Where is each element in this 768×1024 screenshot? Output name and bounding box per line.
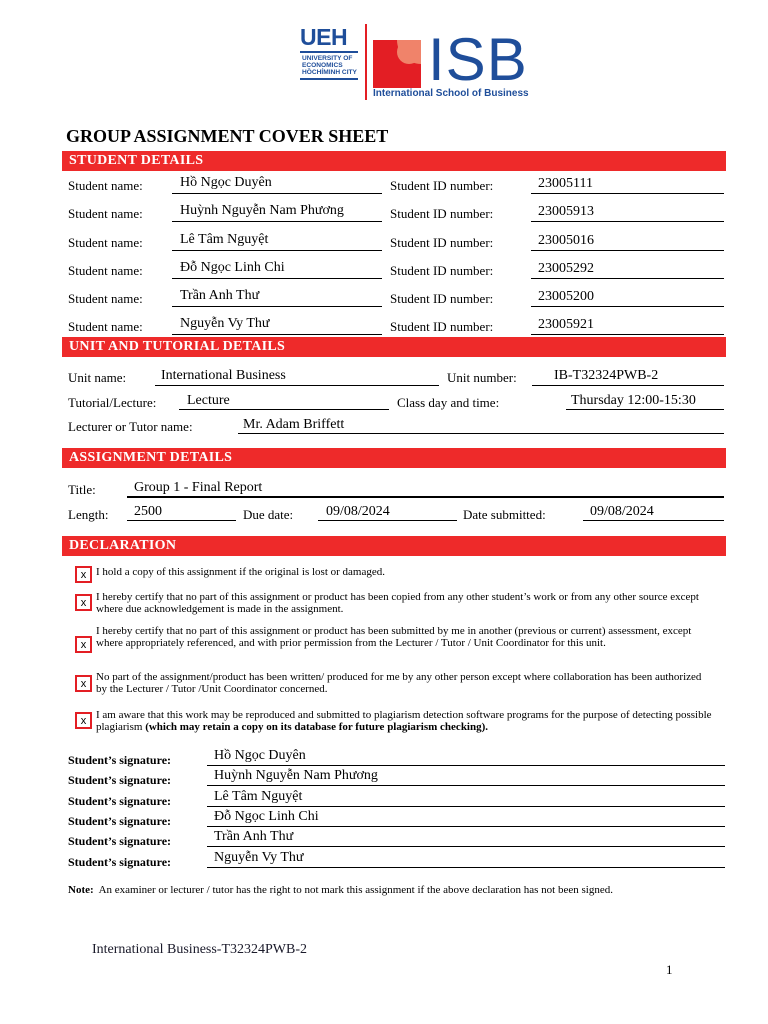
note: [68, 884, 613, 896]
student-name-label: Student name:: [68, 235, 143, 250]
signature-underline: [207, 785, 725, 786]
student-name-underline: [172, 250, 382, 251]
student-id-underline: [531, 193, 724, 194]
signature-label: Student’s signature:: [68, 855, 172, 869]
ueh-logo: [300, 24, 362, 90]
student-id-value: 23005921: [538, 317, 594, 332]
isb-logo-mark: [373, 40, 421, 88]
due-date-underline: [318, 520, 457, 521]
student-name-underline: [172, 221, 382, 222]
ueh-logo-line-3: HỒCHÍMINH CITY: [302, 69, 357, 76]
student-id-label: Student ID number:: [390, 235, 494, 250]
student-name-underline: [172, 334, 382, 335]
student-name-label: Student name:: [68, 206, 143, 221]
class-time-label: Class day and time:: [397, 395, 500, 410]
student-id-label: Student ID number:: [390, 178, 494, 193]
declaration-text-bold: (which may retain a copy on its database for future plagiarism checking).: [145, 721, 489, 733]
declaration-text-body: No part of the assignment/product has been written/ produced for me by any other person except where collaboration has been authorized by the Lecturer / Tutor /Unit Coordinator concerned.: [96, 671, 702, 695]
signature-label: Student’s signature:: [68, 794, 172, 808]
student-name-label: Student name:: [68, 263, 143, 278]
class-time-underline: [566, 409, 724, 410]
note-label: Note:: [68, 884, 94, 896]
student-id-underline: [531, 278, 724, 279]
unit-number-value: IB-T32324PWB-2: [554, 368, 659, 383]
signature-value: Lê Tâm Nguyệt: [214, 789, 303, 804]
student-id-value: 23005913: [538, 204, 594, 219]
student-name-underline: [172, 193, 382, 194]
page-title: GROUP ASSIGNMENT COVER SHEET: [66, 126, 389, 146]
assignment-title-value: Group 1 - Final Report: [134, 480, 263, 495]
length-value: 2500: [134, 504, 162, 519]
logo-divider: [365, 24, 367, 100]
student-id-value: 23005016: [538, 233, 594, 248]
declaration-checkbox[interactable]: x: [75, 636, 92, 653]
student-name-underline: [172, 306, 382, 307]
footer-course-code: International Business-T32324PWB-2: [92, 942, 308, 957]
length-underline: [127, 520, 236, 521]
student-id-value: 23005292: [538, 261, 594, 276]
declaration-checkbox[interactable]: x: [75, 675, 92, 692]
ueh-logo-line-2: ECONOMICS: [302, 62, 343, 69]
student-id-label: Student ID number:: [390, 291, 494, 306]
signature-underline: [207, 765, 725, 766]
assignment-title-underline: [127, 496, 724, 498]
student-id-label: Student ID number:: [390, 319, 494, 334]
signature-label: Student’s signature:: [68, 834, 172, 848]
signature-value: Trần Anh Thư: [214, 829, 294, 844]
student-name-value: Huỳnh Nguyễn Nam Phương: [180, 203, 344, 218]
note-text: An examiner or lecturer / tutor has the right to not mark this assignment if the above declaration has not been signed.: [98, 884, 613, 896]
ueh-logo-text: UEH: [300, 24, 348, 50]
signature-underline: [207, 806, 725, 807]
signature-underline: [207, 867, 725, 868]
tutor-label: Lecturer or Tutor name:: [68, 419, 193, 434]
date-submitted-value: 09/08/2024: [590, 504, 654, 519]
student-name-value: Trần Anh Thư: [180, 288, 260, 303]
tutorial-underline: [179, 409, 389, 410]
declaration-text: [96, 566, 714, 578]
signature-label: Student’s signature:: [68, 814, 172, 828]
length-label: Length:: [68, 507, 109, 522]
signature-underline: [207, 846, 725, 847]
declaration-text-body: I am aware that this work may be reproduced and submitted to plagiarism detection software programs for the purpose of detecting possible plagiarism: [96, 709, 712, 733]
student-name-value: Nguyễn Vy Thư: [180, 316, 270, 331]
signature-label: Student’s signature:: [68, 773, 172, 787]
declaration-text: [96, 625, 714, 649]
section-unit-details: UNIT AND TUTORIAL DETAILS: [62, 337, 726, 357]
student-id-underline: [531, 334, 724, 335]
student-name-value: Đỗ Ngọc Linh Chi: [180, 260, 285, 275]
student-name-label: Student name:: [68, 319, 143, 334]
ueh-logo-rule-bottom: [300, 78, 358, 80]
tutor-underline: [238, 433, 724, 434]
section-student-details: STUDENT DETAILS: [62, 151, 726, 171]
tutor-value: Mr. Adam Briffett: [243, 417, 345, 432]
signature-underline: [207, 826, 725, 827]
unit-name-underline: [155, 385, 439, 386]
declaration-checkbox[interactable]: x: [75, 712, 92, 729]
date-submitted-label: Date submitted:: [463, 507, 546, 522]
assignment-title-label: Title:: [68, 482, 96, 497]
student-id-label: Student ID number:: [390, 206, 494, 221]
unit-number-underline: [532, 385, 724, 386]
student-name-label: Student name:: [68, 178, 143, 193]
student-name-value: Lê Tâm Nguyệt: [180, 232, 269, 247]
signature-value: Nguyễn Vy Thư: [214, 850, 304, 865]
declaration-text: [96, 709, 714, 733]
date-submitted-underline: [583, 520, 724, 521]
declaration-checkbox[interactable]: x: [75, 566, 92, 583]
declaration-text: [96, 591, 714, 615]
section-declaration: DECLARATION: [62, 536, 726, 556]
class-time-value: Thursday 12:00-15:30: [571, 393, 696, 408]
due-date-label: Due date:: [243, 507, 294, 522]
section-assignment-details: ASSIGNMENT DETAILS: [62, 448, 726, 468]
student-id-label: Student ID number:: [390, 263, 494, 278]
signature-label: Student’s signature:: [68, 753, 172, 767]
ueh-logo-line-1: UNIVERSITY OF: [302, 55, 353, 62]
page-number: 1: [666, 962, 673, 977]
due-date-value: 09/08/2024: [326, 504, 390, 519]
signature-value: Đỗ Ngọc Linh Chi: [214, 809, 319, 824]
unit-name-value: International Business: [161, 368, 286, 383]
student-id-underline: [531, 250, 724, 251]
ueh-logo-rule: [300, 51, 358, 53]
student-id-underline: [531, 306, 724, 307]
unit-name-label: Unit name:: [68, 370, 127, 385]
student-id-value: 23005111: [538, 176, 593, 191]
signature-value: Hồ Ngọc Duyên: [214, 748, 306, 763]
isb-logo-subtitle: International School of Business: [373, 88, 529, 99]
student-name-value: Hồ Ngọc Duyên: [180, 175, 272, 190]
declaration-text-body: I hereby certify that no part of this assignment or product has been submitted by me in another (previous or current) assessment, except where appropriately referenced, and with prior permission from the Lecturer / Tutor / Unit Coordinator for this unit.: [96, 625, 692, 649]
tutorial-value: Lecture: [187, 393, 230, 408]
tutorial-label: Tutorial/Lecture:: [68, 395, 157, 410]
unit-number-label: Unit number:: [447, 370, 517, 385]
student-id-value: 23005200: [538, 289, 594, 304]
student-name-label: Student name:: [68, 291, 143, 306]
declaration-text-body: I hereby certify that no part of this assignment or product has been copied from any other student’s work or from any other source except where due acknowledgement is made in the assignment.: [96, 591, 699, 615]
student-name-underline: [172, 278, 382, 279]
declaration-checkbox[interactable]: x: [75, 594, 92, 611]
declaration-text-body: I hold a copy of this assignment if the original is lost or damaged.: [96, 566, 386, 578]
isb-logo-text: ISB: [428, 26, 528, 93]
declaration-text: [96, 671, 714, 695]
signature-value: Huỳnh Nguyễn Nam Phương: [214, 768, 378, 783]
student-id-underline: [531, 221, 724, 222]
